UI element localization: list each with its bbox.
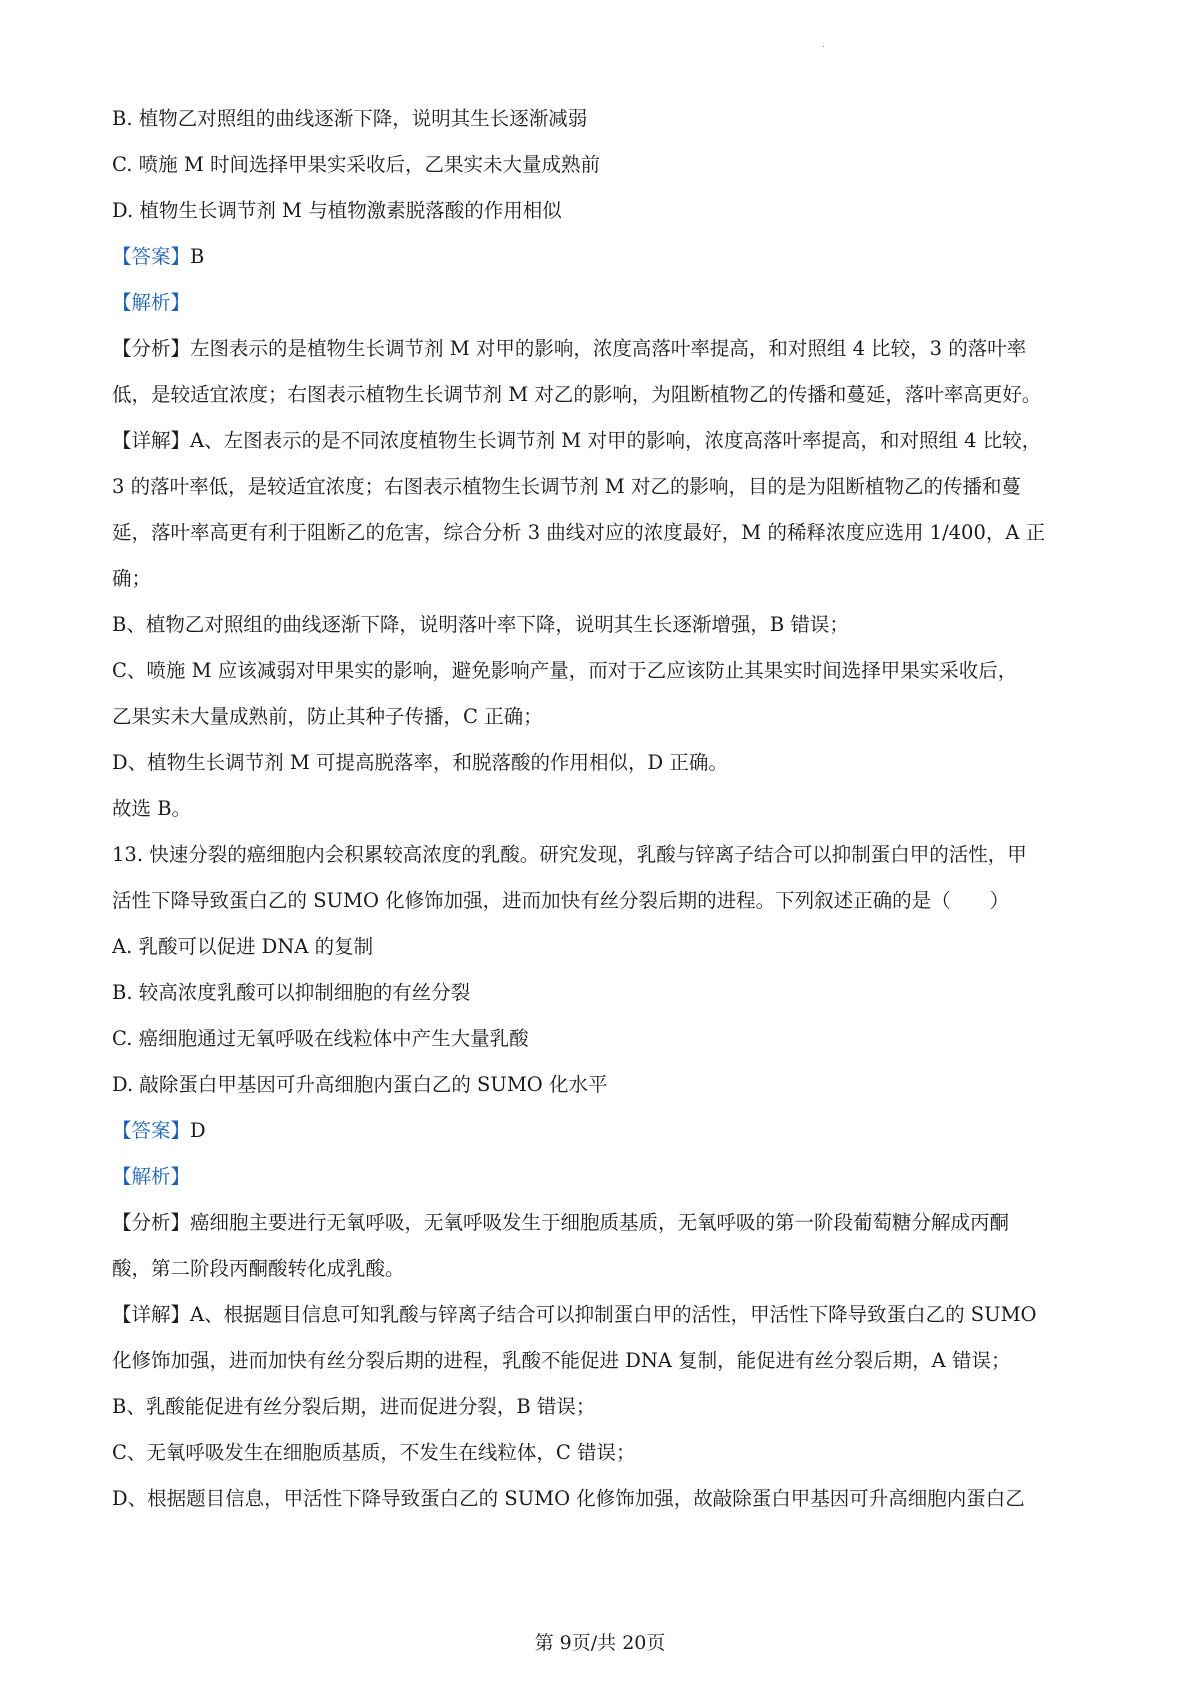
q13-option-d: D. 敲除蛋白甲基因可升高细胞内蛋白乙的 SUMO 化水平: [112, 1073, 608, 1096]
q13-detail-line-2: 化修饰加强，进而加快有丝分裂后期的进程，乳酸不能促进 DNA 复制，能促进有丝分裂后期，A 错误；: [112, 1349, 1011, 1372]
page-footer: 第 9页/共 20页: [534, 1632, 666, 1654]
detail-tag: 【详解】: [112, 429, 191, 452]
answer-tag: 【答案】: [112, 245, 191, 268]
q13-analysis-line-2: 酸，第二阶段丙酮酸转化成乳酸。: [112, 1257, 405, 1280]
question-13-line-1: 13. 快速分裂的癌细胞内会积累较高浓度的乳酸。研究发现，乳酸与锌离子结合可以抑制蛋白甲的活性，甲: [112, 843, 1027, 866]
top-dot-mark: ·: [822, 42, 826, 53]
analysis-line-1: 【分析】左图表示的是植物生长调节剂 M 对甲的影响，浓度高落叶率提高，和对照组 4 比较，3 的落叶率: [112, 337, 1027, 360]
q13-option-c: C. 癌细胞通过无氧呼吸在线粒体中产生大量乳酸: [112, 1027, 529, 1050]
q13-analysis-tag: 【分析】: [112, 1211, 191, 1234]
detail-line-1: 【详解】A、左图表示的是不同浓度植物生长调节剂 M 对甲的影响，浓度高落叶率提高，和对照组 4 比较，: [112, 429, 1042, 452]
detail-line-6: C、喷施 M 应该减弱对甲果实的影响，避免影响产量，而对于乙应该防止其果实时间选择甲果实采收后，: [112, 659, 1018, 682]
q13-analysis-line-1: 【分析】癌细胞主要进行无氧呼吸，无氧呼吸发生于细胞质基质，无氧呼吸的第一阶段葡萄糖分解成丙酮: [112, 1211, 1010, 1234]
option-d-line: D. 植物生长调节剂 M 与植物激素脱落酸的作用相似: [112, 199, 562, 222]
conclusion-line: 故选 B。: [112, 797, 192, 820]
q13-answer-line: 【答案】D: [112, 1119, 206, 1142]
explanation-tag: 【解析】: [112, 291, 191, 314]
q13-detail-line-3: B、乳酸能促进有丝分裂后期，进而促进分裂，B 错误；: [112, 1395, 596, 1418]
q13-option-a: A. 乳酸可以促进 DNA 的复制: [112, 935, 374, 958]
explanation-heading: [112, 280, 190, 326]
analysis-line-2: 低，是较适宜浓度；右图表示植物生长调节剂 M 对乙的影响，为阻断植物乙的传播和蔓延，落叶率高更好。: [112, 383, 1042, 406]
q13-detail-tag: 【详解】: [112, 1303, 191, 1326]
detail-line-2: 3 的落叶率低，是较适宜浓度；右图表示植物生长调节剂 M 对乙的影响，目的是为阻断植物乙的传播和蔓: [112, 475, 1021, 498]
detail-line-7: 乙果实未大量成熟前，防止其种子传播，C 正确；: [112, 705, 543, 728]
detail-line-4: 确；: [112, 567, 152, 590]
question-13-line-2: 活性下降导致蛋白乙的 SUMO 化修饰加强，进而加快有丝分裂后期的进程。下列叙述正确的是（ ）: [112, 889, 1010, 912]
detail-line-8: D、植物生长调节剂 M 可提高脱落率，和脱落酸的作用相似，D 正确。: [112, 751, 728, 774]
q13-detail-line-4: C、无氧呼吸发生在细胞质基质，不发生在线粒体，C 错误；: [112, 1441, 636, 1464]
q13-option-b: B. 较高浓度乳酸可以抑制细胞的有丝分裂: [112, 981, 471, 1004]
detail-line-3: 延，落叶率高更有利于阻断乙的危害，综合分析 3 曲线对应的浓度最好，M 的稀释浓度应选用 1/400，A 正: [112, 521, 1046, 544]
q13-explanation-tag: 【解析】: [112, 1165, 191, 1188]
q13-detail-line-5: D、根据题目信息，甲活性下降导致蛋白乙的 SUMO 化修饰加强，故敲除蛋白甲基因可升高细胞内蛋白乙: [112, 1487, 1025, 1510]
detail-line-5: B、植物乙对照组的曲线逐渐下降，说明落叶率下降，说明其生长逐渐增强，B 错误；: [112, 613, 849, 636]
q13-explanation-heading: [112, 1154, 190, 1200]
answer-line: 【答案】B: [112, 245, 205, 268]
analysis-tag: 【分析】: [112, 337, 191, 360]
q13-answer-tag: 【答案】: [112, 1119, 191, 1142]
option-c-line: C. 喷施 M 时间选择甲果实采收后，乙果实未大量成熟前: [112, 153, 600, 176]
option-b-line: B. 植物乙对照组的曲线逐渐下降，说明其生长逐渐减弱: [112, 107, 588, 130]
q13-detail-line-1: 【详解】A、根据题目信息可知乳酸与锌离子结合可以抑制蛋白甲的活性，甲活性下降导致蛋白乙的 SUMO: [112, 1303, 1037, 1326]
